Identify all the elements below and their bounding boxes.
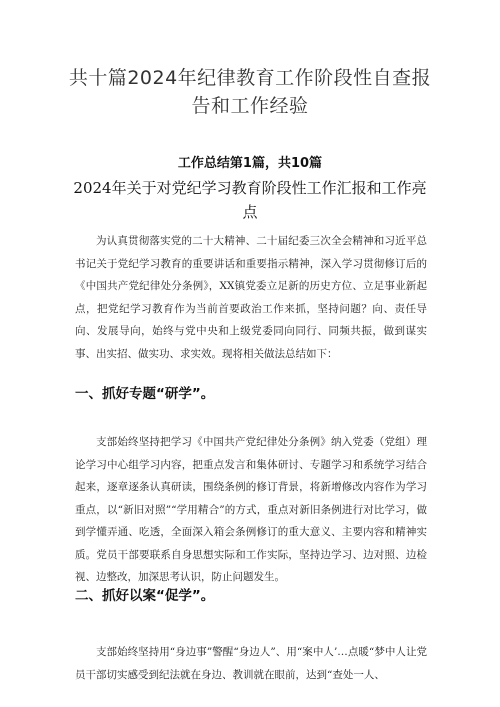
section-paragraph-1: 支部始终坚持把学习《中国共产党纪律处分条例》纳入党委（党组）理论学习中心组学习内容，把重点发言和集体研讨、专题学习和系统学习结合起来，逐章逐条认真研读，围绕条例的修订背景，将新增修改内容作为学习重点，以“新旧对照”“学用精合”的方式，重点对新旧条例进行对比学习，做到学懂弄通、吃透，全面深入箱会条例修订的重大意义、主要内容和精神实质。党员干部要联系自身思想实际和工作实际，坚持边学习、边对照、边检视、边整改，加深思考认识，防止问题发生。	[75, 436, 427, 583]
section-heading-2: 二、抓好以案“促学”。	[75, 588, 215, 604]
report-title: 2024年关于对党纪学习教育阶段性工作汇报和工作亮点	[73, 179, 427, 221]
summary-heading: 工作总结第1篇，共10篇	[177, 156, 323, 171]
intro-paragraph: 为认真贯彻落实党的二十大精神、二十届纪委三次全会精神和习近平总书记关于党纪学习教育的重要讲话和重要指示精神，深入学习贯彻修订后的《中国共产党纪律处分条例》，XX镇党委立足新的历史方位、立足事业新起点，把党纪学习教育作为当前首要政治工作来抓，坚持问题？向、责任导向、发展导向，始终与党中央和上级党委同向同行、同频共振，做到谋实事、出实招、做实功、求实效。现将相关做法总结如下：	[75, 235, 427, 360]
section-heading-1: 一、抓好专题“研学”。	[75, 386, 215, 402]
section-paragraph-2: 支部始终坚持用“身边事”警醒“身边人”、用“案中人’…点暖“梦中人让党员干部切实感受到纪法就在身边、教训就在眼前，达到“查处一人、	[75, 646, 427, 681]
document-title: 共十篇2024年纪律教育工作阶段性自查报告和工作经验	[68, 67, 432, 117]
